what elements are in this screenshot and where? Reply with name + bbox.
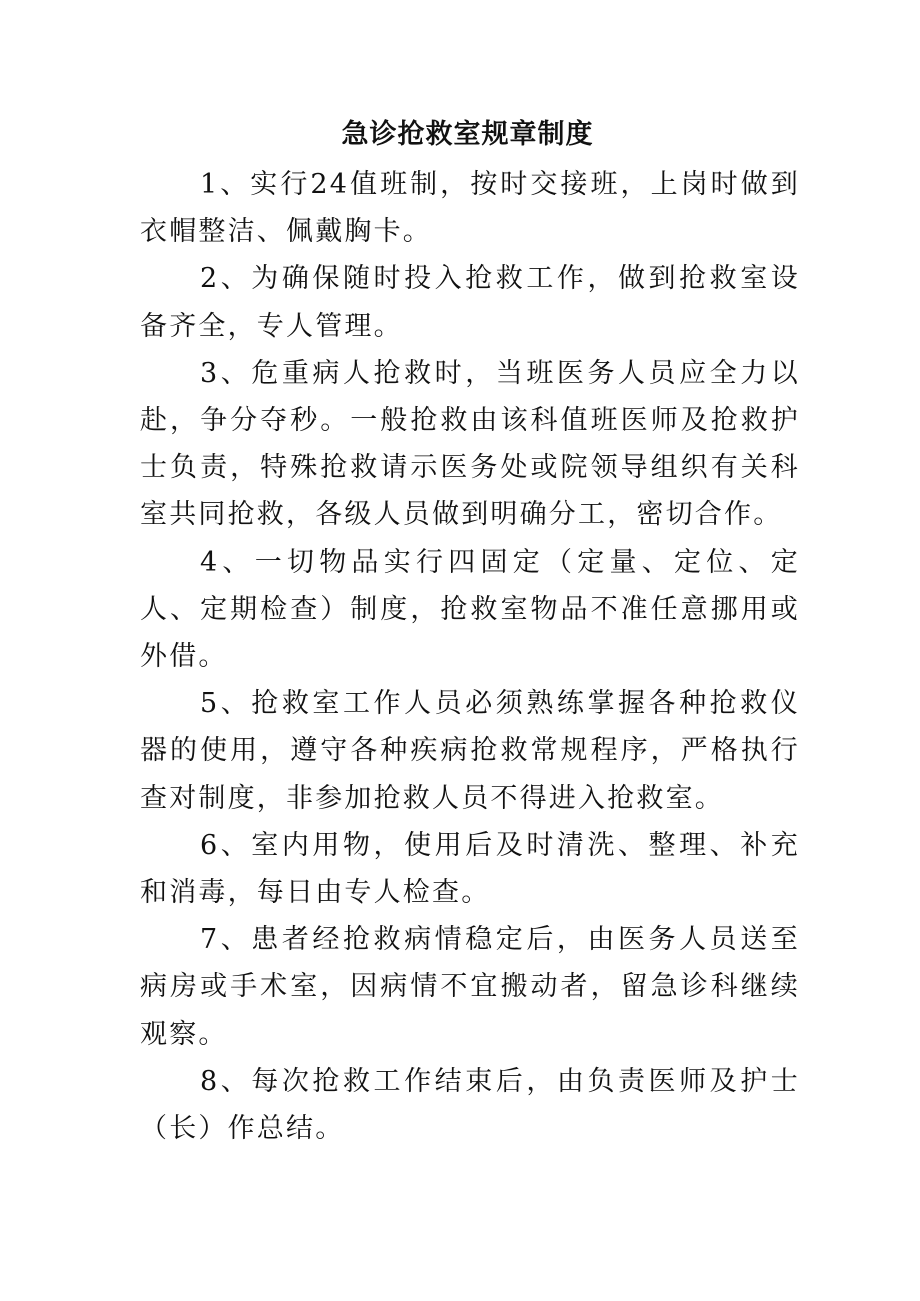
page-title: 急诊抢救室规章制度 (341, 119, 594, 150)
rule-item: 1、实行24值班制，按时交接班，上岗时做到衣帽整洁、佩戴胸卡。 (140, 169, 800, 248)
rule-item: 7、患者经抢救病情稳定后，由医务人员送至病房或手术室，因病情不宜搬动者，留急诊科继续观察。 (140, 924, 800, 1050)
rule-item: 3、危重病人抢救时，当班医务人员应全力以赴，争分夺秒。一般抢救由该科值班医师及抢救护士负责，特殊抢救请示医务处或院领导组织有关科室共同抢救，各级人员做到明确分工，密切合作。 (140, 357, 800, 531)
rule-item: 5、抢救室工作人员必须熟练掌握各种抢救仪器的使用，遵守各种疾病抢救常规程序，严格执行查对制度，非参加抢救人员不得进入抢救室。 (140, 688, 800, 814)
rule-item: 2、为确保随时投入抢救工作，做到抢救室设备齐全，专人管理。 (140, 263, 800, 342)
rule-item: 8、每次抢救工作结束后，由负责医师及护士（长）作总结。 (140, 1065, 800, 1145)
rule-item: 4、一切物品实行四固定（定量、定位、定人、定期检查）制度，抢救室物品不准任意挪用或外借。 (140, 546, 800, 673)
rule-item: 6、室内用物，使用后及时清洗、整理、补充和消毒，每日由专人检查。 (140, 829, 800, 909)
rules-list (140, 161, 800, 1152)
